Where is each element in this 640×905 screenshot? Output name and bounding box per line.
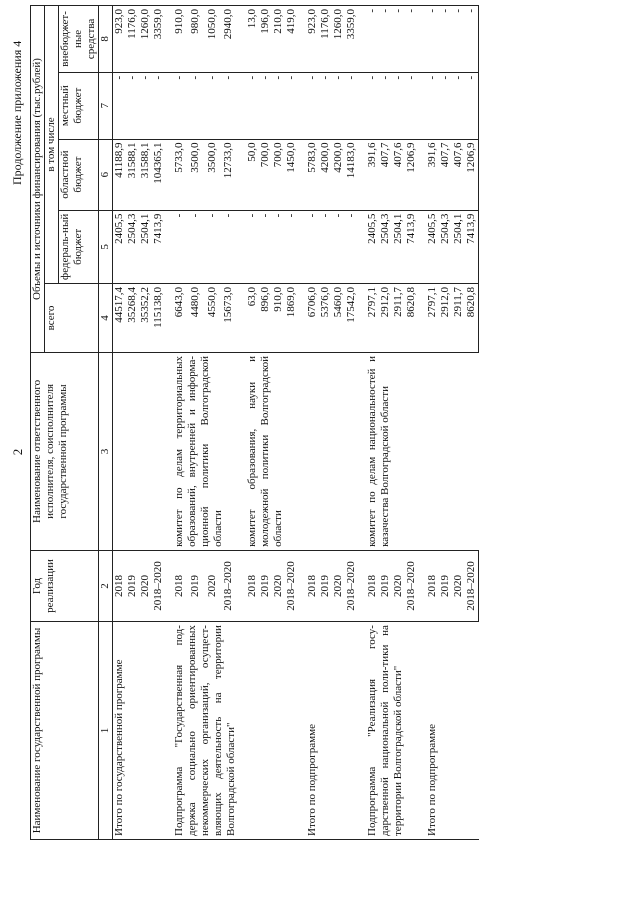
total-cell: 35268,4 bbox=[126, 284, 139, 353]
executor-cell bbox=[113, 352, 166, 550]
local-cell: - bbox=[285, 72, 298, 139]
total-cell: 4480,0 bbox=[189, 284, 205, 353]
extra-cell: - bbox=[392, 6, 405, 73]
total-cell: 8620,8 bbox=[465, 284, 479, 353]
financing-table bbox=[30, 5, 479, 840]
local-cell: - bbox=[189, 72, 205, 139]
total-cell: 2911,7 bbox=[392, 284, 405, 353]
extra-cell: 419,0 bbox=[285, 6, 298, 73]
regional-cell: 31588,1 bbox=[139, 139, 152, 210]
local-cell: - bbox=[259, 72, 272, 139]
section-spacer bbox=[358, 6, 366, 840]
program-name-cell: Подпрограмма "Государственная под-держка социально ориентированных некоммерческих организаций, осущест-вляющих деятельность на территории Волгоградской области" bbox=[173, 622, 238, 840]
extra-cell: - bbox=[465, 6, 479, 73]
federal-cell: - bbox=[222, 210, 238, 283]
regional-cell: 5783,0 bbox=[306, 139, 319, 210]
year-cell: 2020 bbox=[332, 550, 345, 621]
regional-cell: 1206,9 bbox=[465, 139, 479, 210]
header-federal: федераль-ный бюджет bbox=[59, 210, 99, 283]
extra-cell: 1260,0 bbox=[332, 6, 345, 73]
federal-cell: - bbox=[246, 210, 259, 283]
year-cell: 2019 bbox=[259, 550, 272, 621]
header-num-3: 3 bbox=[99, 352, 113, 550]
federal-cell: - bbox=[345, 210, 358, 283]
program-name-cell: Итого по подпрограмме bbox=[426, 622, 479, 840]
federal-cell: - bbox=[319, 210, 332, 283]
table-row bbox=[366, 6, 379, 840]
regional-cell: 1206,9 bbox=[405, 139, 418, 210]
local-cell: - bbox=[405, 72, 418, 139]
header-program-name: Наименование государственной программы bbox=[31, 622, 99, 840]
extra-cell: 13,0 bbox=[246, 6, 259, 73]
extra-cell: - bbox=[366, 6, 379, 73]
federal-cell: 2504,1 bbox=[139, 210, 152, 283]
program-name-cell: Итого по подпрограмме bbox=[306, 622, 358, 840]
regional-cell: 700,0 bbox=[259, 139, 272, 210]
year-cell: 2018 bbox=[426, 550, 439, 621]
total-cell: 17542,0 bbox=[345, 284, 358, 353]
total-cell: 4550,0 bbox=[206, 284, 222, 353]
extra-cell: - bbox=[452, 6, 465, 73]
page-number: 2 bbox=[10, 448, 25, 456]
regional-cell: 41188,9 bbox=[113, 139, 127, 210]
year-cell: 2020 bbox=[206, 550, 222, 621]
header-year: Год реализации bbox=[31, 550, 99, 621]
extra-cell: 210,0 bbox=[272, 6, 285, 73]
header-number-row bbox=[99, 6, 113, 840]
year-cell: 2020 bbox=[452, 550, 465, 621]
local-cell: - bbox=[152, 72, 165, 139]
section-spacer bbox=[165, 6, 173, 840]
regional-cell: 4200,0 bbox=[332, 139, 345, 210]
federal-cell: - bbox=[272, 210, 285, 283]
regional-cell: 3500,0 bbox=[206, 139, 222, 210]
federal-cell: - bbox=[173, 210, 189, 283]
header-num-6: 6 bbox=[99, 139, 113, 210]
total-cell: 1869,0 bbox=[285, 284, 298, 353]
header-local: местный бюджет bbox=[59, 72, 99, 139]
local-cell: - bbox=[206, 72, 222, 139]
federal-cell: 2504,3 bbox=[379, 210, 392, 283]
regional-cell: 5733,0 bbox=[173, 139, 189, 210]
local-cell: - bbox=[272, 72, 285, 139]
section-spacer bbox=[298, 6, 306, 840]
regional-cell: 14183,0 bbox=[345, 139, 358, 210]
federal-cell: 2504,1 bbox=[452, 210, 465, 283]
program-name-cell bbox=[246, 622, 298, 840]
local-cell: - bbox=[452, 72, 465, 139]
header-extra: внебюджет-ные средства bbox=[59, 6, 99, 73]
extra-cell: 196,0 bbox=[259, 6, 272, 73]
regional-cell: 407,7 bbox=[379, 139, 392, 210]
year-cell: 2020 bbox=[272, 550, 285, 621]
header-total: всего bbox=[45, 284, 99, 353]
year-cell: 2019 bbox=[439, 550, 452, 621]
regional-cell: 12733,0 bbox=[222, 139, 238, 210]
executor-cell bbox=[306, 352, 358, 550]
extra-cell: 3359,0 bbox=[345, 6, 358, 73]
executor-cell: комитет по делам территориальных образований, внутренней и информа-ционной политики Волгоградской области bbox=[173, 352, 238, 550]
regional-cell: 1450,0 bbox=[285, 139, 298, 210]
program-name-cell: Подпрограмма "Реализация госу-дарственной национальной поли-тики на территории Волгоградской области" bbox=[366, 622, 418, 840]
regional-cell: 50,0 bbox=[246, 139, 259, 210]
table-row bbox=[306, 6, 319, 840]
extra-cell: 923,0 bbox=[113, 6, 127, 73]
local-cell: - bbox=[345, 72, 358, 139]
year-cell: 2019 bbox=[189, 550, 205, 621]
extra-cell: 2940,0 bbox=[222, 6, 238, 73]
local-cell: - bbox=[439, 72, 452, 139]
federal-cell: - bbox=[206, 210, 222, 283]
extra-cell: 923,0 bbox=[306, 6, 319, 73]
executor-cell bbox=[426, 352, 479, 550]
table-row bbox=[246, 6, 259, 840]
section-spacer bbox=[418, 6, 426, 840]
executor-cell: комитет по делам национальностей и казачества Волгоградской области bbox=[366, 352, 418, 550]
year-cell: 2018–2020 bbox=[405, 550, 418, 621]
header-num-2: 2 bbox=[99, 550, 113, 621]
table-header bbox=[31, 6, 113, 840]
local-cell: - bbox=[126, 72, 139, 139]
regional-cell: 104365,1 bbox=[152, 139, 165, 210]
header-num-4: 4 bbox=[99, 284, 113, 353]
header-num-8: 8 bbox=[99, 6, 113, 73]
header-regional: областной бюджет bbox=[59, 139, 99, 210]
local-cell: - bbox=[392, 72, 405, 139]
regional-cell: 407,6 bbox=[452, 139, 465, 210]
local-cell: - bbox=[306, 72, 319, 139]
appendix-caption: Продолжение приложения 4 bbox=[10, 40, 24, 185]
year-cell: 2018 bbox=[246, 550, 259, 621]
executor-cell: комитет образования, науки и молодежной политики Волгоградской области bbox=[246, 352, 298, 550]
header-in-that: в том числе bbox=[45, 6, 59, 284]
extra-cell: - bbox=[405, 6, 418, 73]
local-cell: - bbox=[426, 72, 439, 139]
extra-cell: 1176,0 bbox=[126, 6, 139, 73]
total-cell: 15673,0 bbox=[222, 284, 238, 353]
header-financing-group: Объемы и источники финансирования (тыс.рублей) bbox=[31, 6, 45, 353]
federal-cell: - bbox=[189, 210, 205, 283]
federal-cell: - bbox=[285, 210, 298, 283]
local-cell: - bbox=[332, 72, 345, 139]
federal-cell: 7413,9 bbox=[465, 210, 479, 283]
federal-cell: 7413,9 bbox=[405, 210, 418, 283]
table-row bbox=[426, 6, 439, 840]
federal-cell: 2405,5 bbox=[113, 210, 127, 283]
year-cell: 2019 bbox=[379, 550, 392, 621]
federal-cell: - bbox=[332, 210, 345, 283]
federal-cell: 2504,3 bbox=[439, 210, 452, 283]
extra-cell: - bbox=[439, 6, 452, 73]
federal-cell: 2405,5 bbox=[366, 210, 379, 283]
total-cell: 63,0 bbox=[246, 284, 259, 353]
extra-cell: 1050,0 bbox=[206, 6, 222, 73]
regional-cell: 391,6 bbox=[366, 139, 379, 210]
local-cell: - bbox=[246, 72, 259, 139]
year-cell: 2020 bbox=[392, 550, 405, 621]
total-cell: 2912,0 bbox=[439, 284, 452, 353]
extra-cell: 1260,0 bbox=[139, 6, 152, 73]
total-cell: 2912,0 bbox=[379, 284, 392, 353]
table-body bbox=[113, 6, 479, 840]
local-cell: - bbox=[465, 72, 479, 139]
local-cell: - bbox=[319, 72, 332, 139]
table-row bbox=[173, 6, 189, 840]
regional-cell: 31588,1 bbox=[126, 139, 139, 210]
year-cell: 2018–2020 bbox=[152, 550, 165, 621]
federal-cell: 7413,9 bbox=[152, 210, 165, 283]
table-row bbox=[113, 6, 127, 840]
year-cell: 2018–2020 bbox=[345, 550, 358, 621]
regional-cell: 391,6 bbox=[426, 139, 439, 210]
extra-cell: 910,0 bbox=[173, 6, 189, 73]
federal-cell: 2504,1 bbox=[392, 210, 405, 283]
extra-cell: 1176,0 bbox=[319, 6, 332, 73]
total-cell: 6706,0 bbox=[306, 284, 319, 353]
year-cell: 2018–2020 bbox=[465, 550, 479, 621]
total-cell: 2797,1 bbox=[366, 284, 379, 353]
regional-cell: 407,7 bbox=[439, 139, 452, 210]
total-cell: 115138,0 bbox=[152, 284, 165, 353]
total-cell: 8620,8 bbox=[405, 284, 418, 353]
regional-cell: 700,0 bbox=[272, 139, 285, 210]
federal-cell: 2405,5 bbox=[426, 210, 439, 283]
program-name-cell: Итого по государственной программе bbox=[113, 622, 166, 840]
total-cell: 896,0 bbox=[259, 284, 272, 353]
extra-cell: - bbox=[426, 6, 439, 73]
federal-cell: - bbox=[259, 210, 272, 283]
year-cell: 2020 bbox=[139, 550, 152, 621]
total-cell: 910,0 bbox=[272, 284, 285, 353]
local-cell: - bbox=[173, 72, 189, 139]
federal-cell: - bbox=[306, 210, 319, 283]
header-num-5: 5 bbox=[99, 210, 113, 283]
header-num-1: 1 bbox=[99, 622, 113, 840]
local-cell: - bbox=[222, 72, 238, 139]
total-cell: 2797,1 bbox=[426, 284, 439, 353]
year-cell: 2018–2020 bbox=[285, 550, 298, 621]
federal-cell: 2504,3 bbox=[126, 210, 139, 283]
extra-cell: 3359,0 bbox=[152, 6, 165, 73]
header-executor: Наименование ответственного исполнителя, соисполнителя государственной программы bbox=[31, 352, 99, 550]
year-cell: 2018 bbox=[173, 550, 189, 621]
regional-cell: 3500,0 bbox=[189, 139, 205, 210]
regional-cell: 4200,0 bbox=[319, 139, 332, 210]
year-cell: 2018 bbox=[366, 550, 379, 621]
regional-cell: 407,6 bbox=[392, 139, 405, 210]
section-spacer bbox=[238, 6, 246, 840]
local-cell: - bbox=[379, 72, 392, 139]
year-cell: 2018–2020 bbox=[222, 550, 238, 621]
total-cell: 5376,0 bbox=[319, 284, 332, 353]
year-cell: 2019 bbox=[319, 550, 332, 621]
year-cell: 2018 bbox=[306, 550, 319, 621]
total-cell: 35352,2 bbox=[139, 284, 152, 353]
local-cell: - bbox=[366, 72, 379, 139]
header-num-7: 7 bbox=[99, 72, 113, 139]
extra-cell: - bbox=[379, 6, 392, 73]
total-cell: 2911,7 bbox=[452, 284, 465, 353]
total-cell: 44517,4 bbox=[113, 284, 127, 353]
year-cell: 2019 bbox=[126, 550, 139, 621]
local-cell: - bbox=[139, 72, 152, 139]
extra-cell: 980,0 bbox=[189, 6, 205, 73]
year-cell: 2018 bbox=[113, 550, 127, 621]
total-cell: 5460,0 bbox=[332, 284, 345, 353]
total-cell: 6643,0 bbox=[173, 284, 189, 353]
local-cell: - bbox=[113, 72, 127, 139]
